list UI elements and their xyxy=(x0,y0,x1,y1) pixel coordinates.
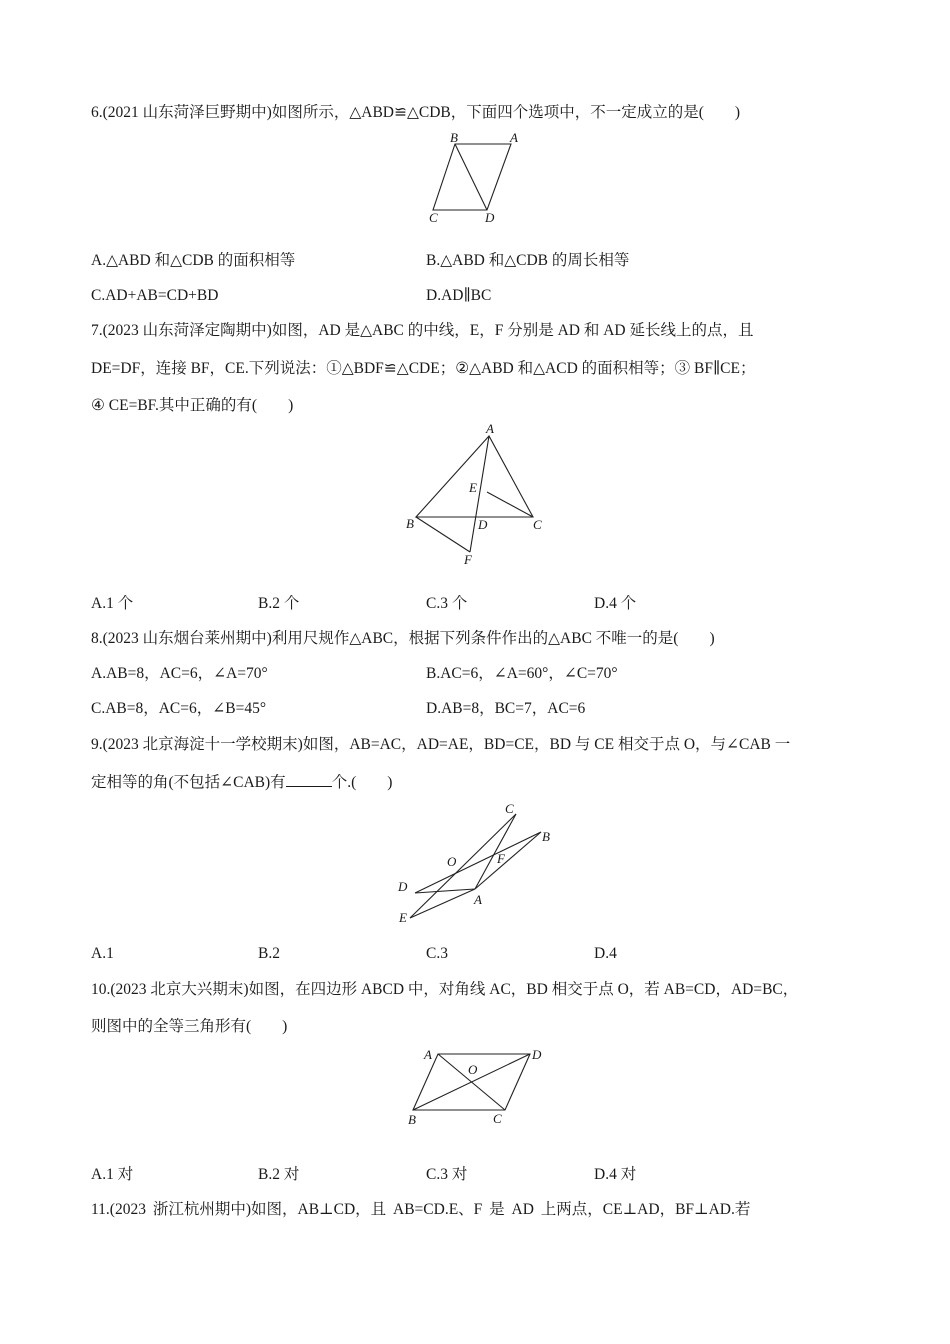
q7-triangle-abc xyxy=(416,436,533,517)
q10-label-d: D xyxy=(532,1047,542,1062)
q9-option-c[interactable]: C.3 xyxy=(426,945,448,962)
q7-option-c[interactable]: C.3 个 xyxy=(426,595,468,612)
q9-line-ac xyxy=(475,814,516,889)
q7-option-b[interactable]: B.2 个 xyxy=(258,595,300,612)
q8-option-b[interactable]: B.AC=6，∠A=60°，∠C=70° xyxy=(426,665,618,682)
q7-label-a: A xyxy=(486,421,494,436)
q8-option-a[interactable]: A.AB=8，AC=6，∠A=70° xyxy=(91,665,268,682)
q10-label-o: O xyxy=(468,1062,478,1077)
q7-label-f: F xyxy=(464,552,472,567)
q9-line-da xyxy=(415,889,475,893)
q10-option-b[interactable]: B.2 对 xyxy=(258,1166,300,1183)
q10-figure-parallelogram xyxy=(400,1042,560,1132)
q6-diagonal-bd xyxy=(455,144,487,210)
q6-label-a: A xyxy=(510,130,518,145)
q6-stem: 6.(2021 山东菏泽巨野期中)如图所示，△ABD≌△CDB，下面四个选项中，不一定成立的是( ) xyxy=(91,104,741,121)
q6-label-c: C xyxy=(429,210,438,225)
q6-option-b[interactable]: B.△ABD 和△CDB 的周长相等 xyxy=(426,252,630,269)
q9-line-ea xyxy=(410,889,475,918)
q9-stem-text-after: 个.( ) xyxy=(331,774,393,791)
q8-option-d[interactable]: D.AB=8，BC=7，AC=6 xyxy=(426,700,586,717)
q10-option-c[interactable]: C.3 对 xyxy=(426,1166,468,1183)
q7-option-d[interactable]: D.4 个 xyxy=(594,595,637,612)
q9-label-d: D xyxy=(398,879,408,894)
q9-label-c: C xyxy=(505,801,514,816)
q10-option-a[interactable]: A.1 对 xyxy=(91,1166,134,1183)
q9-option-b[interactable]: B.2 xyxy=(258,945,280,962)
q7-label-e: E xyxy=(469,480,477,495)
q8-stem: 8.(2023 山东烟台莱州期中)利用尺规作△ABC，根据下列条件作出的△ABC 不唯一的是( ) xyxy=(91,630,715,647)
q9-figure xyxy=(395,798,565,928)
q6-quad-abdc xyxy=(433,144,511,210)
q9-option-d[interactable]: D.4 xyxy=(594,945,617,962)
q9-label-f: F xyxy=(497,851,505,866)
q9-answer-blank[interactable] xyxy=(286,772,332,787)
q9-stem-line1: 9.(2023 北京海淀十一学校期末)如图，AB=AC，AD=AE，BD=CE，BD 与 CE 相交于点 O，与∠CAB 一 xyxy=(91,736,791,753)
q8-option-c[interactable]: C.AB=8，AC=6，∠B=45° xyxy=(91,700,267,717)
q6-label-b: B xyxy=(450,130,458,145)
q10-stem-line2: 则图中的全等三角形有( ) xyxy=(91,1018,288,1035)
q7-label-d: D xyxy=(478,517,488,532)
q9-option-a[interactable]: A.1 xyxy=(91,945,114,962)
q6-figure-parallelogram xyxy=(425,130,518,225)
q9-line-ec xyxy=(410,814,516,918)
q7-stem-line3: ④ CE=BF.其中正确的有( ) xyxy=(91,397,294,414)
q9-label-a: A xyxy=(474,892,482,907)
q7-option-a[interactable]: A.1 个 xyxy=(91,595,134,612)
q7-label-b: B xyxy=(406,516,414,531)
q10-option-d[interactable]: D.4 对 xyxy=(594,1166,637,1183)
q10-stem-line1: 10.(2023 北京大兴期末)如图，在四边形 ABCD 中，对角线 AC，BD 相交于点 O，若 AB=CD，AD=BC， xyxy=(91,981,799,998)
q9-label-e: E xyxy=(399,910,407,925)
q6-option-d[interactable]: D.AD∥BC xyxy=(426,287,492,304)
q7-line-bf xyxy=(416,517,470,552)
q7-stem-line1: 7.(2023 山东菏泽定陶期中)如图，AD 是△ABC 的中线，E，F 分别是 AD 和 AD 延长线上的点，且 xyxy=(91,322,754,339)
q6-option-a[interactable]: A.△ABD 和△CDB 的面积相等 xyxy=(91,252,296,269)
q10-label-c: C xyxy=(493,1111,502,1126)
q6-option-c[interactable]: C.AD+AB=CD+BD xyxy=(91,287,219,304)
q7-label-c: C xyxy=(533,517,542,532)
q6-label-d: D xyxy=(485,210,495,225)
q10-label-a: A xyxy=(424,1047,432,1062)
q9-stem-line2 xyxy=(91,772,392,793)
q7-stem-line2: DE=DF，连接 BF，CE.下列说法：①△BDF≌△CDE；②△ABD 和△ACD 的面积相等；③ BF∥CE； xyxy=(91,360,756,377)
q9-label-b: B xyxy=(542,829,550,844)
q9-stem-text-before: 定相等的角(不包括∠CAB)有 xyxy=(91,774,286,791)
q9-label-o: O xyxy=(447,854,457,869)
q10-label-b: B xyxy=(408,1112,416,1127)
q7-figure-triangle xyxy=(400,422,550,572)
q11-stem: 11.(2023 浙江杭州期中)如图，AB⊥CD，且 AB=CD.E、F 是 AD 上两点，CE⊥AD，BF⊥AD.若 xyxy=(91,1201,751,1218)
q9-line-ab xyxy=(475,832,541,889)
